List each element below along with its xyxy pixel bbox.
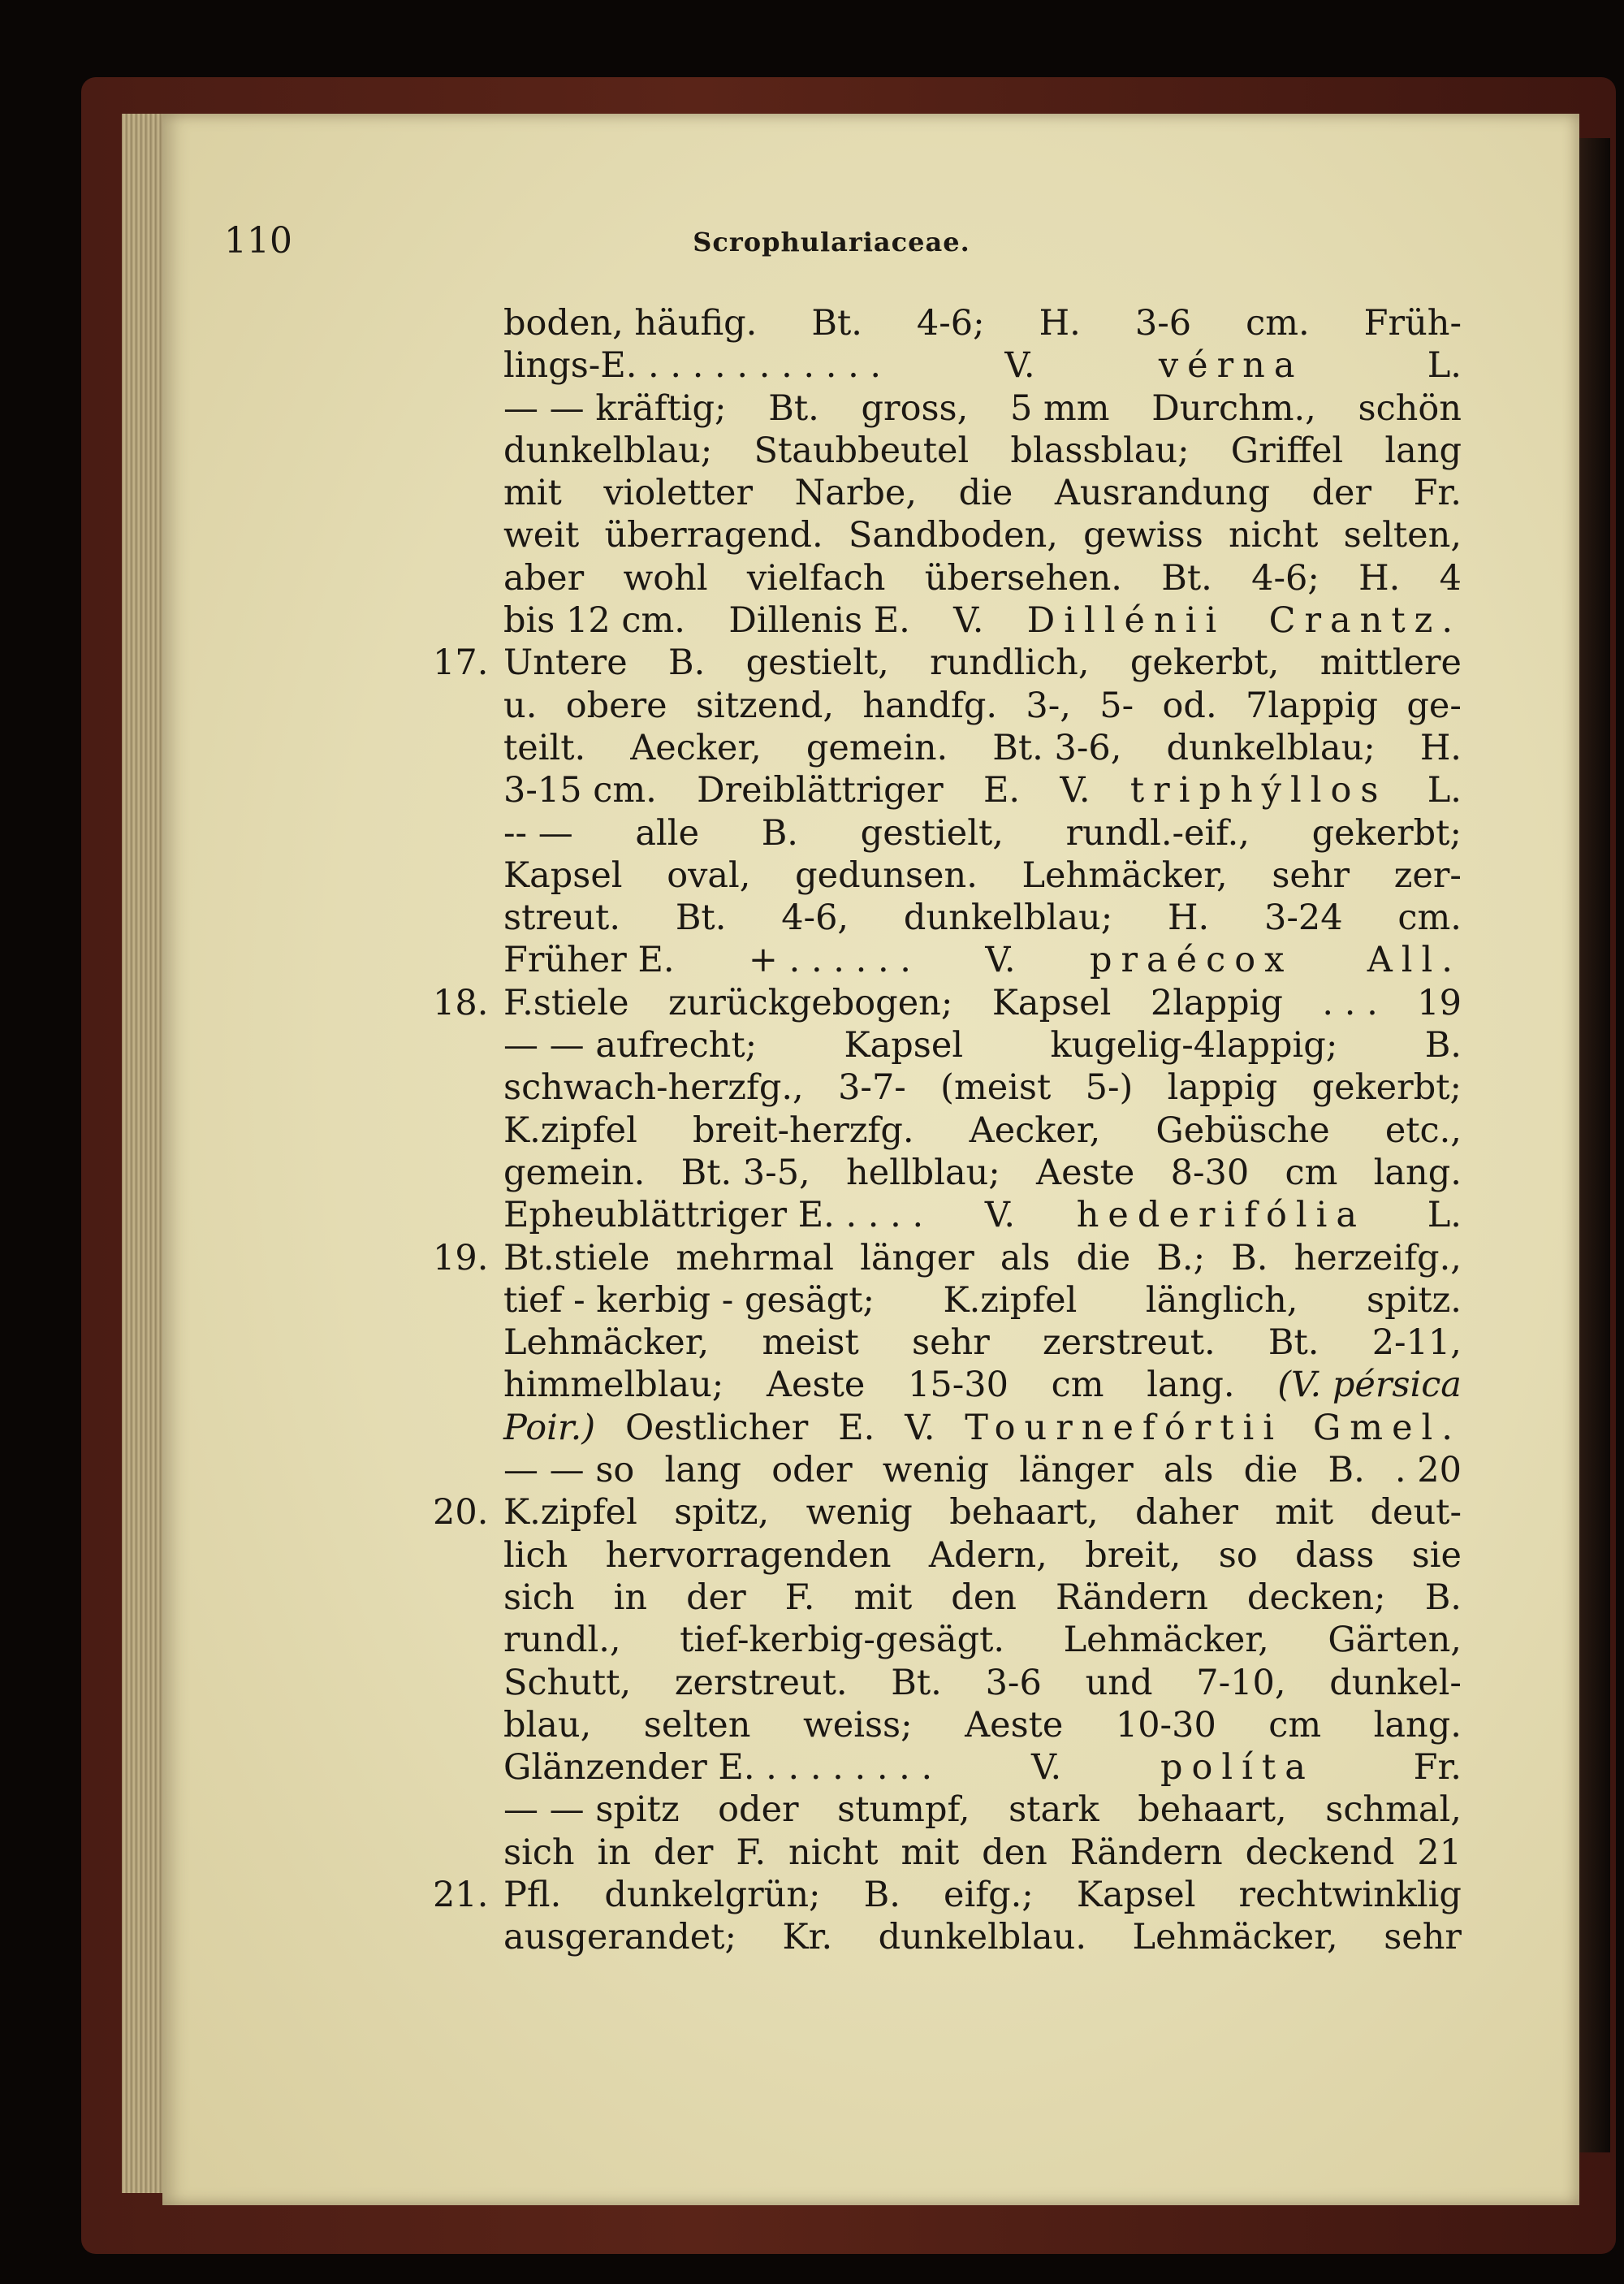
text-segment: gestielt, — [745, 642, 889, 684]
text-segment: schön — [1358, 387, 1462, 429]
text-segment: gekerbt; — [1311, 1067, 1462, 1109]
text-line — [503, 854, 1462, 897]
text-segment: Bt. — [1161, 557, 1212, 599]
text-segment: in — [597, 1832, 631, 1873]
text-segment: Fr. — [1413, 473, 1462, 514]
text-segment: políta — [1160, 1747, 1315, 1789]
text-segment: V. — [953, 600, 984, 642]
text-segment: handfg. — [862, 685, 998, 726]
text-line — [503, 1704, 1462, 1746]
text-segment: F.stiele — [503, 982, 629, 1023]
text-segment: Kapsel — [844, 1025, 964, 1066]
text-segment: mit — [503, 473, 562, 514]
text-line — [503, 344, 1462, 387]
key-number: 19. — [433, 1237, 489, 1278]
text-segment: deckend — [1245, 1832, 1395, 1873]
text-segment: 7-10, — [1196, 1662, 1286, 1703]
text-segment: gestielt, — [860, 812, 1004, 854]
text-line — [503, 1916, 1462, 1958]
text-segment: herzeifg., — [1294, 1237, 1462, 1278]
text-segment: länger — [860, 1237, 974, 1278]
text-segment: dunkelblau; — [503, 430, 713, 471]
text-segment: E. — [838, 1407, 875, 1448]
text-segment: lang — [664, 1450, 742, 1491]
text-segment: (meist — [940, 1067, 1052, 1109]
text-segment: Pfl. — [503, 1874, 562, 1915]
text-segment: nicht — [788, 1832, 879, 1873]
text-line — [503, 1194, 1462, 1236]
text-segment: 3-7- — [838, 1067, 906, 1109]
text-segment: lang. — [1147, 1365, 1235, 1406]
text-segment: schwach-herzfg., — [503, 1067, 804, 1109]
text-segment: gemein. — [503, 1152, 646, 1193]
text-segment: 4-6; — [1251, 557, 1320, 599]
text-segment: Fr. — [1413, 1747, 1462, 1789]
text-segment: B.; — [1156, 1237, 1206, 1278]
text-segment: Dillenis E. — [728, 600, 910, 642]
text-segment: Dillénii — [1026, 600, 1226, 642]
text-segment: Aecker, — [630, 727, 762, 768]
text-segment: lappig — [1167, 1067, 1278, 1109]
text-line — [503, 472, 1462, 514]
text-segment: Aecker, — [969, 1110, 1101, 1151]
text-segment: und — [1085, 1662, 1153, 1703]
text-segment: den — [951, 1577, 1017, 1618]
text-segment: H. — [1039, 303, 1081, 344]
text-line — [503, 1364, 1462, 1406]
text-segment: B. — [667, 642, 706, 684]
text-segment: teilt. — [503, 727, 586, 768]
text-segment: 10-30 — [1115, 1704, 1216, 1745]
text-line — [503, 1407, 1462, 1449]
text-segment: 4-6, — [781, 898, 849, 939]
text-segment: dunkelblau. — [878, 1917, 1087, 1958]
text-segment: den — [982, 1832, 1047, 1873]
text-segment: B. — [863, 1874, 901, 1915]
text-segment: Tournefórtii — [965, 1407, 1284, 1448]
text-segment: K.zipfel — [503, 1110, 637, 1151]
text-line — [503, 1024, 1462, 1066]
text-segment: breit-herzfg. — [692, 1110, 914, 1151]
text-segment: — — so — [503, 1450, 635, 1491]
text-segment: Epheublättriger E. . . . . — [503, 1195, 924, 1236]
text-segment: Kr. — [782, 1917, 833, 1958]
body-text — [433, 302, 1462, 1959]
text-line — [503, 1322, 1462, 1364]
text-segment: Schutt, — [503, 1662, 632, 1703]
text-segment: tief-kerbig-gesägt. — [680, 1620, 1005, 1661]
text-segment: Kapsel — [503, 854, 623, 896]
text-segment: mittlere — [1320, 642, 1462, 684]
text-segment: V. — [905, 1407, 935, 1448]
text-segment: sehr — [912, 1322, 990, 1364]
text-line — [503, 685, 1462, 727]
text-segment: Früher E. — [503, 940, 675, 981]
text-line — [503, 430, 1462, 472]
text-segment: der — [653, 1832, 714, 1873]
text-segment: Durchm., — [1151, 387, 1316, 429]
text-segment: der — [1311, 473, 1372, 514]
text-segment: dunkelblau; — [1166, 727, 1376, 768]
text-segment: Kapsel — [1076, 1874, 1196, 1915]
text-segment: 3-6 — [1134, 303, 1192, 344]
text-segment: nicht — [1228, 515, 1319, 556]
text-segment: breit, — [1085, 1534, 1181, 1576]
text-segment: ge- — [1406, 685, 1462, 726]
text-segment: selten — [643, 1704, 751, 1745]
text-segment: zurückgebogen; — [668, 982, 953, 1023]
text-segment: sehr — [1384, 1917, 1462, 1958]
text-segment: 3-6 — [985, 1662, 1042, 1703]
text-segment: spitz, — [674, 1492, 770, 1533]
text-segment: cm — [1051, 1365, 1104, 1406]
text-line — [503, 1152, 1462, 1194]
text-segment: Gmel. — [1312, 1407, 1462, 1448]
text-segment: 3-15 cm. — [503, 770, 657, 811]
key-number: 20. — [433, 1492, 489, 1533]
text-segment: H. — [1168, 898, 1210, 939]
text-segment: B. — [1328, 1450, 1365, 1491]
text-segment: gedunsen. — [795, 854, 978, 896]
text-segment: B. — [1231, 1237, 1268, 1278]
text-segment: mit — [853, 1577, 913, 1618]
text-segment: dunkelblau; — [903, 898, 1113, 939]
text-segment: behaart, — [1138, 1789, 1287, 1831]
text-segment: Gebüsche — [1155, 1110, 1330, 1151]
text-line — [503, 1577, 1462, 1619]
text-line — [503, 1619, 1462, 1661]
text-segment: Staubbeutel — [754, 430, 970, 471]
text-segment: länglich, — [1145, 1279, 1298, 1321]
text-segment: dass — [1295, 1534, 1375, 1576]
text-segment: F. — [736, 1832, 767, 1873]
text-line — [503, 1279, 1462, 1322]
text-segment: 5 mm — [1009, 387, 1110, 429]
text-segment: gross, — [861, 387, 969, 429]
text-segment: übersehen. — [924, 557, 1122, 599]
text-segment: B. — [1424, 1577, 1462, 1618]
text-segment: — — kräftig; — [503, 387, 727, 429]
text-line — [503, 1449, 1462, 1491]
text-segment: Gärten, — [1328, 1620, 1462, 1661]
text-segment: Oestlicher — [625, 1407, 809, 1448]
text-line — [433, 1237, 1462, 1279]
text-segment: tief - kerbig - gesägt; — [503, 1279, 875, 1321]
text-segment: stark — [1009, 1789, 1099, 1831]
text-line — [433, 642, 1462, 684]
text-segment: gekerbt; — [1311, 812, 1462, 854]
text-segment: — — aufrecht; — [503, 1025, 758, 1066]
text-segment: gewiss — [1083, 515, 1203, 556]
text-segment: vielfach — [746, 557, 886, 599]
text-line — [503, 599, 1462, 642]
text-segment: triphýllos — [1129, 770, 1388, 811]
text-segment: deut- — [1370, 1492, 1462, 1533]
text-segment: streut. — [503, 898, 620, 939]
text-line — [503, 1066, 1462, 1109]
text-segment: boden, häufig. — [503, 303, 758, 344]
text-segment: mit — [1275, 1492, 1334, 1533]
text-segment: (V. pérsica — [1277, 1365, 1462, 1406]
text-segment: lich — [503, 1534, 568, 1576]
text-segment: V. — [984, 1195, 1016, 1236]
text-segment: wenig — [882, 1450, 990, 1491]
text-line — [503, 1662, 1462, 1704]
text-segment: Bt.stiele — [503, 1237, 650, 1278]
text-segment: alle — [635, 812, 700, 854]
text-segment: Adern, — [928, 1534, 1047, 1576]
text-segment: B. — [1424, 1025, 1462, 1066]
text-segment: sitzend, — [695, 685, 835, 726]
text-segment: Crantz. — [1268, 600, 1462, 642]
text-segment: Bt. — [1268, 1322, 1320, 1364]
text-segment: Kapsel — [991, 982, 1112, 1023]
text-segment: 2lappig — [1150, 982, 1283, 1023]
text-segment: 2-11, — [1371, 1322, 1462, 1364]
running-title: Scrophulariaceae. — [693, 227, 970, 257]
text-segment: Griffel — [1230, 430, 1344, 471]
text-segment: K.zipfel — [503, 1492, 637, 1533]
text-segment: dunkel- — [1329, 1662, 1462, 1703]
text-segment: überragend. — [604, 515, 823, 556]
text-segment: violetter — [603, 473, 754, 514]
text-line — [503, 1789, 1462, 1831]
text-segment: blassblau; — [1010, 430, 1190, 471]
text-segment: gekerbt, — [1129, 642, 1280, 684]
text-segment: F. — [784, 1577, 815, 1618]
text-segment: Lehmäcker, — [1063, 1620, 1269, 1661]
text-line — [503, 897, 1462, 939]
text-segment: die — [1243, 1450, 1298, 1491]
text-segment: 21 — [1417, 1832, 1462, 1873]
text-line — [433, 1874, 1462, 1916]
text-segment: sich — [503, 1832, 575, 1873]
text-segment: -- — — [503, 812, 573, 854]
text-segment: selten, — [1343, 515, 1462, 556]
text-line — [503, 727, 1462, 769]
text-segment: Bt. 3-5, — [680, 1152, 810, 1193]
page-number: 110 — [224, 220, 292, 262]
text-segment: Rändern — [1069, 1832, 1223, 1873]
text-segment: rechtwinklig — [1238, 1874, 1462, 1915]
text-segment: u. — [503, 685, 538, 726]
text-segment: od. — [1162, 685, 1217, 726]
text-segment: cm. — [1397, 898, 1462, 939]
text-segment: . 20 — [1394, 1450, 1462, 1491]
text-line — [503, 812, 1462, 854]
text-segment: obere — [565, 685, 667, 726]
text-segment: V. — [1060, 770, 1091, 811]
text-segment: Rändern — [1055, 1577, 1208, 1618]
text-segment: länger — [1019, 1450, 1134, 1491]
text-segment: Bt. 3-6, — [992, 727, 1122, 768]
text-segment: meist — [762, 1322, 859, 1364]
text-segment: behaart, — [949, 1492, 1099, 1533]
text-segment: die — [958, 473, 1013, 514]
text-segment: lang. — [1373, 1704, 1462, 1745]
text-segment: stumpf, — [837, 1789, 970, 1831]
text-segment: V. — [1030, 1747, 1062, 1789]
text-segment: 3-24 — [1263, 898, 1343, 939]
text-segment: 15-30 — [908, 1365, 1009, 1406]
text-line — [503, 302, 1462, 344]
text-segment: 7lappig — [1245, 685, 1379, 726]
text-segment: lang — [1384, 430, 1462, 471]
text-line — [433, 1491, 1462, 1533]
text-line — [503, 387, 1462, 430]
key-number: 18. — [433, 982, 489, 1023]
text-segment: Lehmäcker, — [1021, 854, 1228, 896]
text-segment: V. — [985, 940, 1016, 981]
text-line — [503, 1832, 1462, 1874]
key-number: 17. — [433, 642, 489, 684]
text-segment: hervorragenden — [605, 1534, 892, 1576]
text-segment: weiss; — [802, 1704, 913, 1745]
text-segment: schmal, — [1325, 1789, 1462, 1831]
text-segment: 4 — [1439, 557, 1462, 599]
text-segment: hellblau; — [846, 1152, 1000, 1193]
text-segment: zerstreut. — [1043, 1322, 1216, 1364]
text-segment: wenig — [806, 1492, 913, 1533]
text-segment: Aeste — [767, 1365, 866, 1406]
text-segment: Glänzender E. . . . . . . . . — [503, 1747, 933, 1789]
text-segment: rundl.-eif., — [1065, 812, 1250, 854]
text-segment: rundlich, — [930, 642, 1090, 684]
text-segment: Ausrandung — [1054, 473, 1270, 514]
text-segment: vérna — [1158, 345, 1304, 387]
text-segment: aber — [503, 557, 585, 599]
text-segment: eifg.; — [944, 1874, 1034, 1915]
text-line — [503, 514, 1462, 556]
text-line — [503, 939, 1462, 981]
text-segment: E. — [983, 770, 1021, 811]
text-segment: zerstreut. — [674, 1662, 848, 1703]
text-segment: Bt. — [768, 387, 819, 429]
text-segment: praécox — [1089, 940, 1294, 981]
text-segment: als — [1000, 1237, 1051, 1278]
text-segment: himmelblau; — [503, 1365, 724, 1406]
text-segment: weit — [503, 515, 580, 556]
text-segment: etc., — [1384, 1110, 1462, 1151]
text-segment: cm — [1285, 1152, 1338, 1193]
text-line — [503, 1110, 1462, 1152]
text-segment: sich — [503, 1577, 575, 1618]
text-segment: cm. — [1246, 303, 1310, 344]
text-segment: Sandboden, — [848, 515, 1058, 556]
text-segment: zer- — [1393, 854, 1462, 896]
text-segment: 5-) — [1085, 1067, 1134, 1109]
text-segment: Narbe, — [794, 473, 918, 514]
text-segment: lings-E. . . . . . . . . . . . — [503, 345, 882, 387]
text-segment: oder — [718, 1789, 799, 1831]
text-segment: V. — [1004, 345, 1035, 387]
text-segment: daher — [1135, 1492, 1238, 1533]
text-segment: lang. — [1373, 1152, 1462, 1193]
text-segment: Aeste — [965, 1704, 1064, 1745]
text-segment: L. — [1427, 1195, 1462, 1236]
text-segment: 3-, — [1026, 685, 1071, 726]
text-segment: B. — [761, 812, 798, 854]
text-line — [503, 1534, 1462, 1577]
text-segment: Untere — [503, 642, 628, 684]
text-segment: sie — [1411, 1534, 1462, 1576]
text-segment: + . . . . . . — [748, 940, 911, 981]
text-segment: K.zipfel — [943, 1279, 1078, 1321]
text-segment: sehr — [1272, 854, 1350, 896]
text-segment: als — [1163, 1450, 1214, 1491]
text-segment: Lehmäcker, — [1132, 1917, 1338, 1958]
text-segment: mit — [901, 1832, 960, 1873]
text-line — [503, 769, 1462, 811]
text-line — [433, 982, 1462, 1024]
text-segment: hederifólia — [1076, 1195, 1367, 1236]
text-segment: Bt. — [891, 1662, 942, 1703]
text-segment: oval, — [667, 854, 751, 896]
text-segment: bis 12 cm. — [503, 600, 685, 642]
book-right-edge — [1579, 138, 1610, 2152]
text-segment: gemein. — [806, 727, 948, 768]
text-segment: — — spitz — [503, 1789, 680, 1831]
text-segment: dunkelgrün; — [604, 1874, 821, 1915]
text-segment: Früh- — [1363, 303, 1462, 344]
text-segment: ausgerandet; — [503, 1917, 736, 1958]
text-segment: 19 — [1417, 982, 1462, 1023]
key-number: 21. — [433, 1874, 489, 1915]
text-segment: in — [613, 1577, 648, 1618]
text-segment: All. — [1367, 940, 1462, 981]
text-segment: Poir.) — [503, 1407, 596, 1448]
text-segment: rundl., — [503, 1620, 621, 1661]
text-segment: H. — [1419, 727, 1462, 768]
text-segment: die — [1076, 1237, 1131, 1278]
text-segment: spitz. — [1367, 1279, 1462, 1321]
text-segment: blau, — [503, 1704, 592, 1745]
text-segment: 8-30 — [1170, 1152, 1250, 1193]
text-segment: kugelig-4lappig; — [1050, 1025, 1338, 1066]
text-segment: Dreiblättriger — [697, 770, 944, 811]
text-segment: wohl — [623, 557, 708, 599]
text-segment: Lehmäcker, — [503, 1322, 710, 1364]
text-segment: Aeste — [1036, 1152, 1135, 1193]
text-segment: so — [1218, 1534, 1258, 1576]
text-segment: decken; — [1246, 1577, 1386, 1618]
text-line — [503, 557, 1462, 599]
text-segment: Bt. — [675, 898, 727, 939]
text-segment: oder — [771, 1450, 853, 1491]
text-segment: cm — [1268, 1704, 1322, 1745]
text-segment: Bt. — [811, 303, 862, 344]
text-segment: . . . — [1322, 982, 1378, 1023]
text-segment: mehrmal — [676, 1237, 835, 1278]
text-segment: der — [686, 1577, 746, 1618]
text-segment: L. — [1427, 770, 1462, 811]
text-line — [503, 1746, 1462, 1789]
text-segment: L. — [1427, 345, 1462, 387]
text-segment: 5- — [1099, 685, 1134, 726]
text-segment: H. — [1358, 557, 1401, 599]
text-segment: 4-6; — [916, 303, 985, 344]
